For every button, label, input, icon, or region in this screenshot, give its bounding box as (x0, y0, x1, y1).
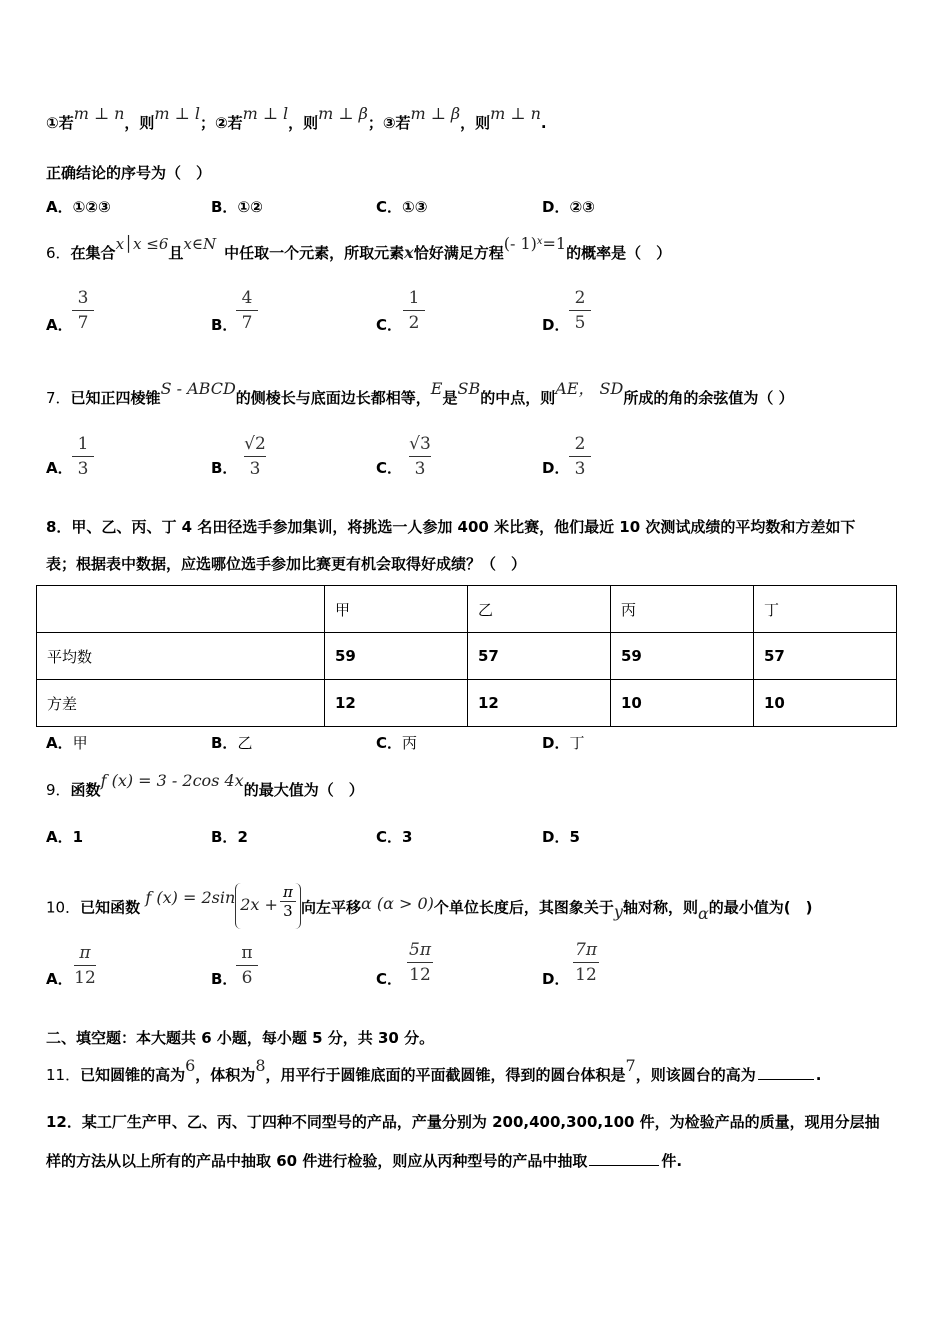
q7-fraction-a: 1 3 (68, 434, 98, 479)
question-8-line2: 表；根据表中数据，应选哪位选手参加比赛更有机会取得好成绩？（ ） (46, 555, 527, 573)
math: m ⊥ l (242, 104, 289, 123)
table-cell: 59 (325, 633, 468, 680)
q8-option-b[interactable]: B．乙 (211, 734, 253, 752)
table-cell: 57 (754, 633, 897, 680)
table-cell: 12 (468, 680, 611, 727)
function-expression: f (x) = 3 - 2cos 4x (100, 771, 244, 790)
text: ，则 (288, 114, 319, 132)
text: . (540, 114, 547, 132)
q10-fraction-b: π 6 (232, 943, 262, 988)
q6-option-a[interactable]: A． (46, 316, 73, 334)
math: m ⊥ n (490, 104, 541, 123)
q8-option-c[interactable]: C．丙 (376, 734, 418, 752)
q7-fraction-d: 2 3 (565, 434, 595, 479)
text: ，则 (460, 114, 491, 132)
set-condition-2: x∈N (183, 235, 217, 253)
value: 8 (255, 1056, 266, 1075)
table-cell: 方差 (37, 680, 325, 727)
table-cell: 57 (468, 633, 611, 680)
math: E (430, 379, 443, 398)
q10-fraction-c: 5π 12 (409, 940, 431, 985)
table-row (37, 633, 897, 680)
function-expression: f (x) = 2sin (145, 887, 236, 907)
q7-option-c[interactable]: C． (376, 459, 403, 477)
text: ①若 (46, 114, 74, 132)
math: m ⊥ β (318, 104, 368, 123)
q5-option-b[interactable]: B．①② (211, 198, 263, 216)
table-row (37, 680, 897, 727)
table-cell: 59 (611, 633, 754, 680)
q10-fraction-a: π 12 (74, 943, 96, 988)
question-8-line1: 8．甲、乙、丙、丁 4 名田径选手参加集训，将挑选一人参加 400 米比赛，他们最近 10 次测试成绩的平均数和方差如下 (46, 518, 856, 536)
question-12-line2: 样的方法从以上所有的产品中抽取 60 件进行检验，则应从丙种型号的产品中抽取 件. (46, 1152, 683, 1170)
math: α (697, 903, 709, 923)
question-9: 9．函数f (x) = 3 - 2cos 4x的最大值为（ ） (46, 771, 364, 799)
math: α (α > 0) (360, 893, 434, 913)
q5-option-d[interactable]: D．②③ (542, 198, 595, 216)
math: y (613, 901, 623, 921)
q6-option-c[interactable]: C． (376, 316, 403, 334)
q9-option-a[interactable]: A．1 (46, 828, 84, 846)
table-cell: 丁 (754, 586, 897, 633)
q10-option-d[interactable]: D． (542, 970, 570, 988)
equation-rhs: =1 (542, 234, 567, 253)
question-11: 11．已知圆锥的高为6，体积为8，用平行于圆锥底面的平面截圆锥，得到的圆台体积是7，则该圆台的高为 . (46, 1056, 822, 1084)
equation: (- 1) (503, 234, 537, 253)
table-cell: 10 (611, 680, 754, 727)
q9-option-d[interactable]: D．5 (542, 828, 580, 846)
data-table (36, 585, 897, 727)
section-heading: 二、填空题：本大题共 6 小题，每小题 5 分，共 30 分。 (46, 1029, 435, 1047)
q9-option-c[interactable]: C．3 (376, 828, 413, 846)
math: m ⊥ l (154, 104, 200, 123)
q7-fraction-c: √3 3 (409, 434, 431, 479)
q6-fraction-b: 4 7 (232, 288, 262, 333)
q7-option-b[interactable]: B． (211, 459, 238, 477)
question-12-line1: 12．某工厂生产甲、乙、丙、丁四种不同型号的产品，产量分别为 200,400,300,100 件，为检验产品的质量，现用分层抽 (46, 1113, 880, 1131)
q8-option-d[interactable]: D．丁 (542, 734, 585, 752)
set-condition-1: x│x ≤6 (115, 235, 169, 253)
table-cell: 丙 (611, 586, 754, 633)
q7-option-d[interactable]: D． (542, 459, 570, 477)
math: S - ABCD (160, 379, 236, 398)
text: ；③若 (367, 114, 411, 132)
q8-option-a[interactable]: A．甲 (46, 734, 88, 752)
q5-option-a[interactable]: A．①②③ (46, 198, 111, 216)
q10-fraction-d: 7π 12 (575, 940, 597, 985)
q10-option-c[interactable]: C． (376, 970, 403, 988)
q7-option-a[interactable]: A． (46, 459, 73, 477)
answer-blank[interactable] (589, 1164, 659, 1166)
math: SB (457, 379, 481, 398)
q6-fraction-c: 1 2 (399, 288, 429, 333)
question-10: 10．已知函数 f (x) = 2sin 2x + $\frac{\pi}{3}$ 向左平移α (α > 0)个单位长度后，其图象关于y轴对称，则α的最小值为( ) (46, 885, 813, 931)
math: AE， SD (555, 379, 624, 398)
table-header-row (37, 586, 897, 633)
q9-option-b[interactable]: B．2 (211, 828, 248, 846)
math: m ⊥ β (410, 104, 461, 123)
q6-option-b[interactable]: B． (211, 316, 238, 334)
question-6: 6．在集合x│x ≤6且x∈N 中任取一个元素，所取元素x恰好满足方程(- 1)$^x$=1的概率是（ ） (46, 234, 672, 262)
question-prompt: 正确结论的序号为（ ） (46, 164, 212, 182)
q5-option-c[interactable]: C．①③ (376, 198, 428, 216)
question-7: 7．已知正四棱锥S - ABCD的侧棱长与底面边长都相等，E是SB的中点，则AE， SD所成的角的余弦值为（ ） (46, 379, 794, 407)
answer-blank[interactable] (758, 1078, 814, 1080)
text: ；②若 (199, 114, 243, 132)
exponent: x (536, 236, 543, 247)
math: m ⊥ n (73, 104, 125, 123)
table-cell (37, 586, 325, 633)
table-cell: 平均数 (37, 633, 325, 680)
q10-option-a[interactable]: A． (46, 970, 73, 988)
q6-fraction-d: 2 5 (565, 288, 595, 333)
text: ，则 (124, 114, 155, 132)
q10-option-b[interactable]: B． (211, 970, 238, 988)
table-cell: 甲 (325, 586, 468, 633)
q7-fraction-b: √2 3 (244, 434, 266, 479)
q6-option-d[interactable]: D． (542, 316, 570, 334)
value: 6 (185, 1056, 196, 1075)
value: 7 (625, 1056, 636, 1075)
table-cell: 10 (754, 680, 897, 727)
paren-group: 2x + $\frac{\pi}{3}$ (235, 883, 301, 929)
q6-fraction-a: 3 7 (68, 288, 98, 333)
fraction: $\frac{\pi}{3}$ (280, 883, 296, 920)
table-cell: 12 (325, 680, 468, 727)
statement-line (46, 104, 547, 133)
table-cell: 乙 (468, 586, 611, 633)
